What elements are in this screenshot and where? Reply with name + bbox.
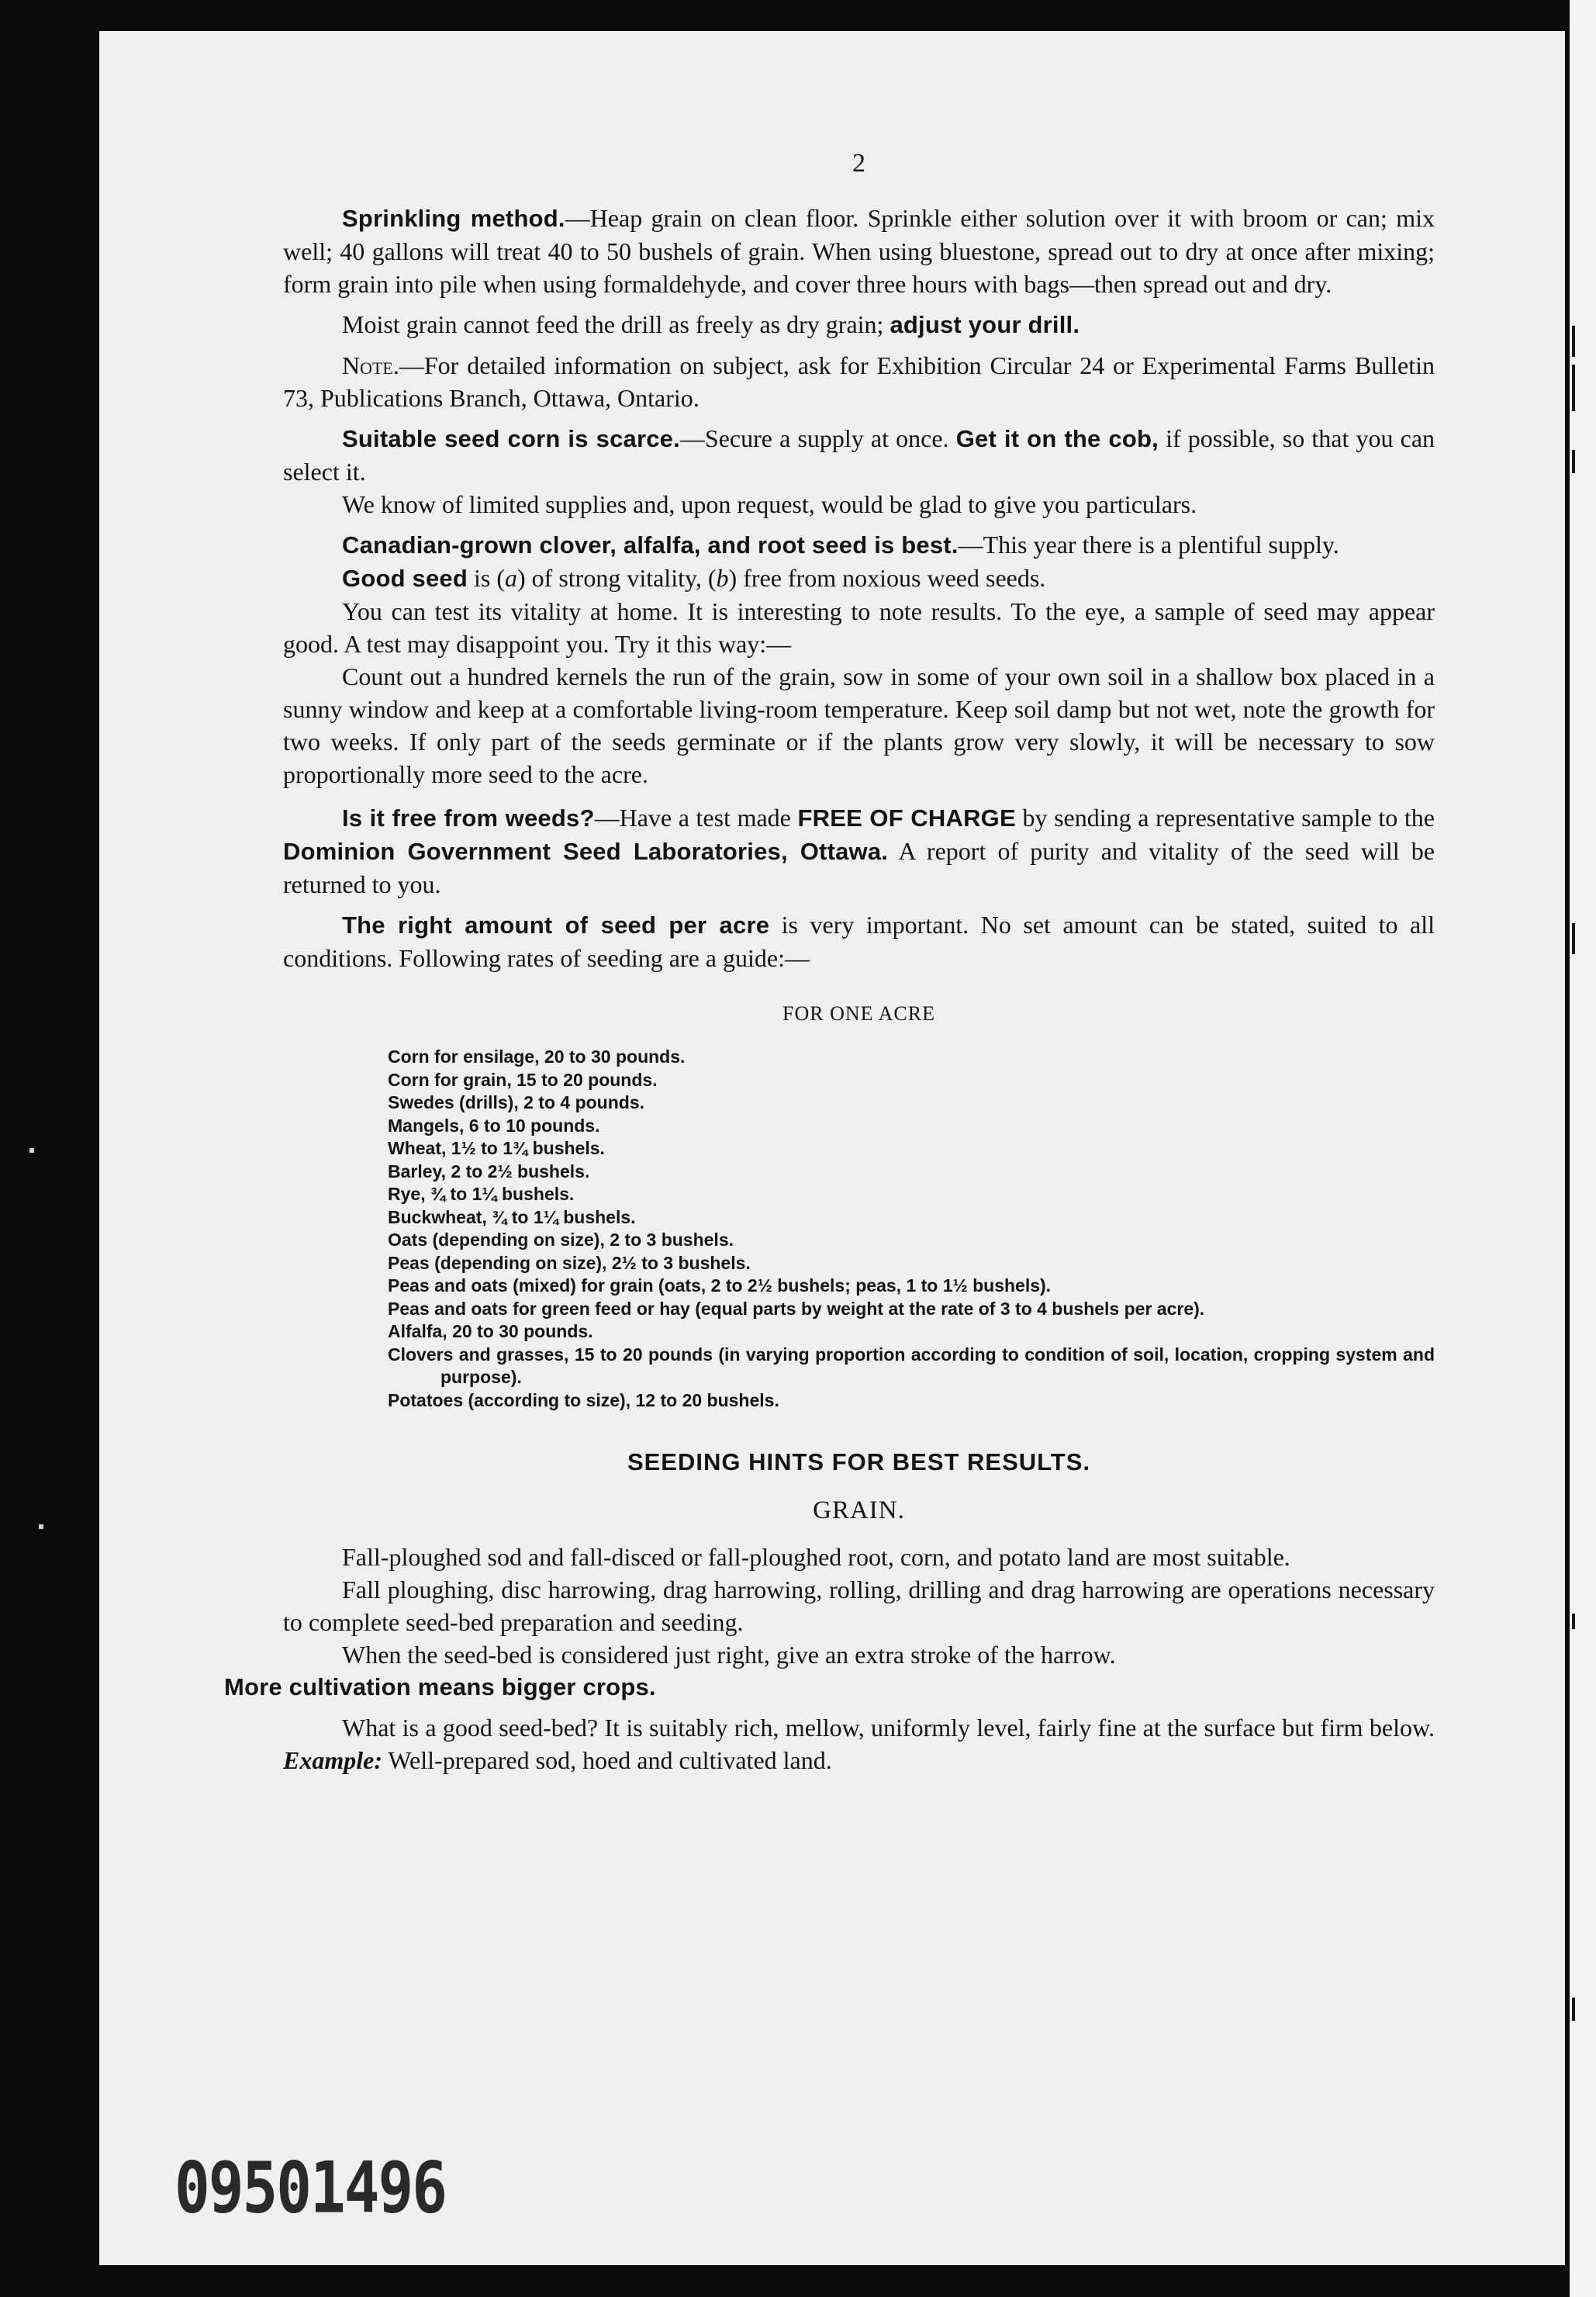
paragraph-limited-supplies: We know of limited supplies and, upon request, would be glad to give you particulars. <box>342 490 1197 518</box>
rate-item: Alfalfa, 20 to 30 pounds. <box>388 1321 593 1341</box>
rate-item: Oats (depending on size), 2 to 3 bushels. <box>388 1230 734 1250</box>
marker-b: b <box>716 564 729 592</box>
rate-item: Peas and oats (mixed) for grain (oats, 2 to 2½ bushels; peas, 1 to 1½ bushels). <box>388 1275 1052 1296</box>
page-content <box>224 147 1435 1776</box>
text-seed-corn: —Secure a supply at once. <box>679 424 956 452</box>
text-grain-4: What is a good seed-bed? It is suitably rich, mellow, uniformly level, fairly fine at the surface but firm below. <box>342 1714 1435 1742</box>
page-spine <box>1570 0 1596 2297</box>
paragraph-grain-3 <box>224 1638 1435 1704</box>
paragraph-count-kernels: Count out a hundred kernels the run of the grain, sow in some of your own soil in a shallow box placed in a sunny window and keep at a comfortable living-room temperature. Keep soil damp but not wet, note the growth for two weeks. If only part of the seeds germinate or if the plants grow very slowly, it will be necessary to sow proportionally more seed to the acre. <box>283 662 1435 788</box>
paragraph-grain-1: Fall-ploughed sod and fall-disced or fall-ploughed root, corn, and potato land are most suitable. <box>342 1543 1290 1571</box>
lead-right-amount: The right amount of seed per acre <box>342 912 770 939</box>
marker-a: a <box>505 564 517 592</box>
text-seed-corn-2: if possible, so that you can select it. <box>283 424 1435 486</box>
italic-example: Example: <box>283 1746 382 1774</box>
paragraph-note <box>283 349 1435 414</box>
text-free-weeds: —Have a test made <box>594 804 798 832</box>
paragraph-canadian <box>283 528 1435 562</box>
bold-adjust-drill: adjust your drill. <box>890 311 1080 338</box>
text-free-weeds-3: A report of purity and vitality of the seed will be returned to you. <box>283 837 1435 898</box>
lead-good-seed: Good seed <box>342 565 468 592</box>
rate-item: Corn for ensilage, 20 to 30 pounds. <box>388 1046 686 1067</box>
lead-canadian: Canadian-grown clover, alfalfa, and root seed is best. <box>342 531 959 559</box>
paragraph-grain-2: Fall ploughing, disc harrowing, drag harrowing, rolling, drilling and drag harrowing are operations necessary to complete seed-bed preparation and seeding. <box>283 1576 1435 1636</box>
bold-free-of-charge: FREE OF CHARGE <box>797 804 1016 832</box>
text-grain-4-end: Well-prepared sod, hoed and cultivated land. <box>382 1746 832 1774</box>
rate-item: Peas (depending on size), 2½ to 3 bushels. <box>388 1252 751 1273</box>
lead-sprinkling: Sprinkling method. <box>342 205 565 232</box>
rate-item: Mangels, 6 to 10 pounds. <box>388 1115 600 1136</box>
lead-note: Note. <box>342 351 399 379</box>
lead-seed-corn: Suitable seed corn is scarce. <box>342 425 680 452</box>
page-number: 2 <box>852 149 865 178</box>
paragraph-sprinkling <box>283 202 1435 300</box>
rate-item: Rye, ¾ to 1¼ bushels. <box>388 1184 575 1204</box>
rate-item: Potatoes (according to size), 12 to 20 bushels. <box>388 1389 779 1410</box>
rate-item: Barley, 2 to 2½ bushels. <box>388 1161 590 1181</box>
text-note: —For detailed information on subject, ask for Exhibition Circular 24 or Experimental Farms Bulletin 73, Publications Branch, Ottawa, Ontario. <box>283 351 1435 412</box>
text-free-weeds-2: by sending a representative sample to the <box>1015 804 1435 832</box>
bold-on-cob: Get it on the cob, <box>955 425 1159 452</box>
text-good-seed-a: is ( <box>468 564 505 592</box>
accession-stamp: 09501496 <box>174 2146 447 2229</box>
paragraph-grain-4 <box>283 1711 1435 1776</box>
scan-speck <box>39 1524 43 1529</box>
rate-item: Corn for grain, 15 to 20 pounds. <box>388 1069 658 1090</box>
rate-item: Peas and oats for green feed or hay (equal parts by weight at the rate of 3 to 4 bushels per acre). <box>388 1298 1205 1319</box>
text-canadian: —This year there is a plentiful supply. <box>958 531 1339 559</box>
paragraph-free-weeds <box>283 801 1435 901</box>
text-good-seed-c: ) free from noxious weed seeds. <box>728 564 1046 592</box>
paragraph-good-seed <box>283 562 1435 595</box>
bold-more-cultivation: More cultivation means bigger crops. <box>224 1673 656 1700</box>
rate-item: Clovers and grasses, 15 to 20 pounds (in varying proportion according to condition of soil, location, cropping system and purpose). <box>388 1344 1435 1387</box>
text-right-amount: is very important. No set amount can be stated, suited to all conditions. Following rates of seeding are a guide:— <box>283 911 1435 972</box>
paragraph-seed-corn <box>283 422 1435 488</box>
paragraph-moist <box>283 308 1435 341</box>
paragraph-right-amount <box>283 908 1435 974</box>
sub-heading: GRAIN. <box>813 1496 905 1524</box>
text-sprinkling: —Heap grain on clean floor. Sprinkle either solution over it with broom or can; mix well; 40 gallons will treat 40 to 50 bushels of grain. When using bluestone, spread out to dry at once after mixing; form grain into pile when using formaldehyde, and cover three hours with bags—then spread out and dry. <box>283 204 1435 298</box>
rate-item: Wheat, 1½ to 1¾ bushels. <box>388 1138 605 1158</box>
bold-seed-laboratories: Dominion Government Seed Laboratories, Ottawa. <box>283 838 889 865</box>
paragraph-test-home: You can test its vitality at home. It is interesting to note results. To the eye, a sample of seed may appear good. A test may disappoint you. Try it this way:— <box>283 597 1435 658</box>
lead-free-weeds: Is it free from weeds? <box>342 804 595 832</box>
text-good-seed-b: ) of strong vitality, ( <box>517 564 717 592</box>
seeding-rates-list <box>388 1046 1435 1412</box>
text-grain-3: When the seed-bed is considered just right, give an extra stroke of the harrow. <box>342 1641 1116 1669</box>
text-moist: Moist grain cannot feed the drill as freely as dry grain; <box>342 310 890 338</box>
section-heading: SEEDING HINTS FOR BEST RESULTS. <box>627 1448 1091 1475</box>
scan-speck <box>29 1148 34 1153</box>
acre-heading: FOR ONE ACRE <box>782 1002 935 1025</box>
rate-item: Swedes (drills), 2 to 4 pounds. <box>388 1092 644 1112</box>
rate-item: Buckwheat, ¾ to 1¼ bushels. <box>388 1206 636 1227</box>
